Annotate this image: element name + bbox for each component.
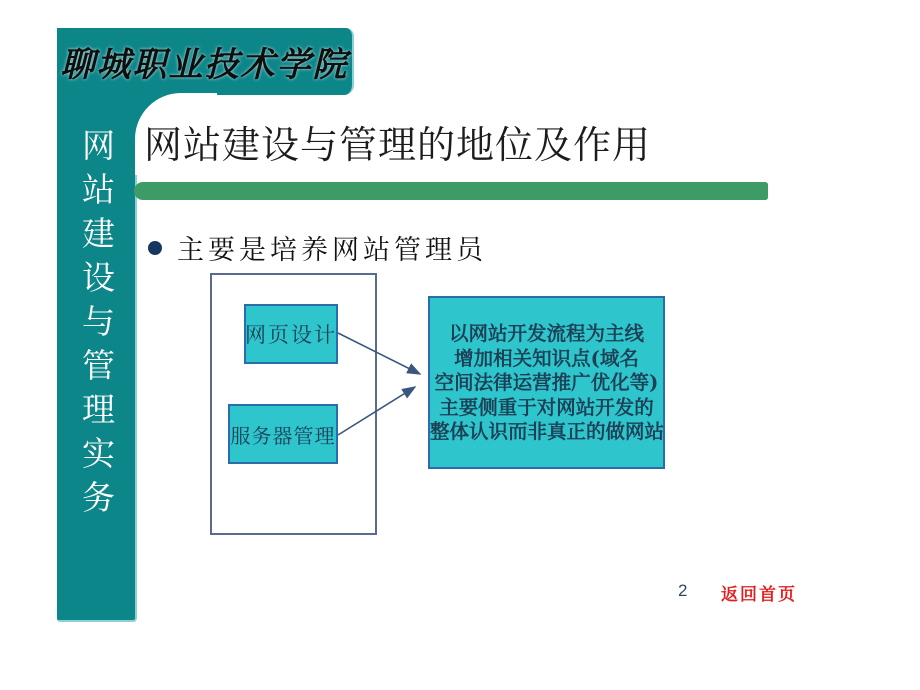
target-box-line: 以网站开发流程为主线 <box>448 322 644 345</box>
page-title: 网站建设与管理的地位及作用 <box>144 123 652 167</box>
bullet-item <box>148 228 487 267</box>
target-box-line: 空间法律运营推广优化等) <box>434 371 659 394</box>
target-box-line: 增加相关知识点(域名 <box>454 346 639 370</box>
target-box-line: 主要侧重于对网站开发的 <box>439 395 654 419</box>
title-underline-bar <box>134 182 768 200</box>
bullet-dot-icon <box>148 241 162 255</box>
bullet-text: 主要是培养网站管理员 <box>177 235 487 266</box>
home-link[interactable]: 返回首页 <box>721 585 797 604</box>
target-box-line: 整体认识而非真正的做网站 <box>430 420 665 443</box>
diagram-target-box <box>428 296 665 469</box>
page-number: 2 <box>678 581 688 600</box>
diagram-box-server-management: 服务器管理 <box>228 404 338 464</box>
diagram-box-webpage-design: 网页设计 <box>244 304 338 364</box>
sidebar-vertical-title: 网站建设与管理实务 <box>77 128 116 524</box>
college-logo: 聊城职业技术学院 <box>60 44 349 85</box>
